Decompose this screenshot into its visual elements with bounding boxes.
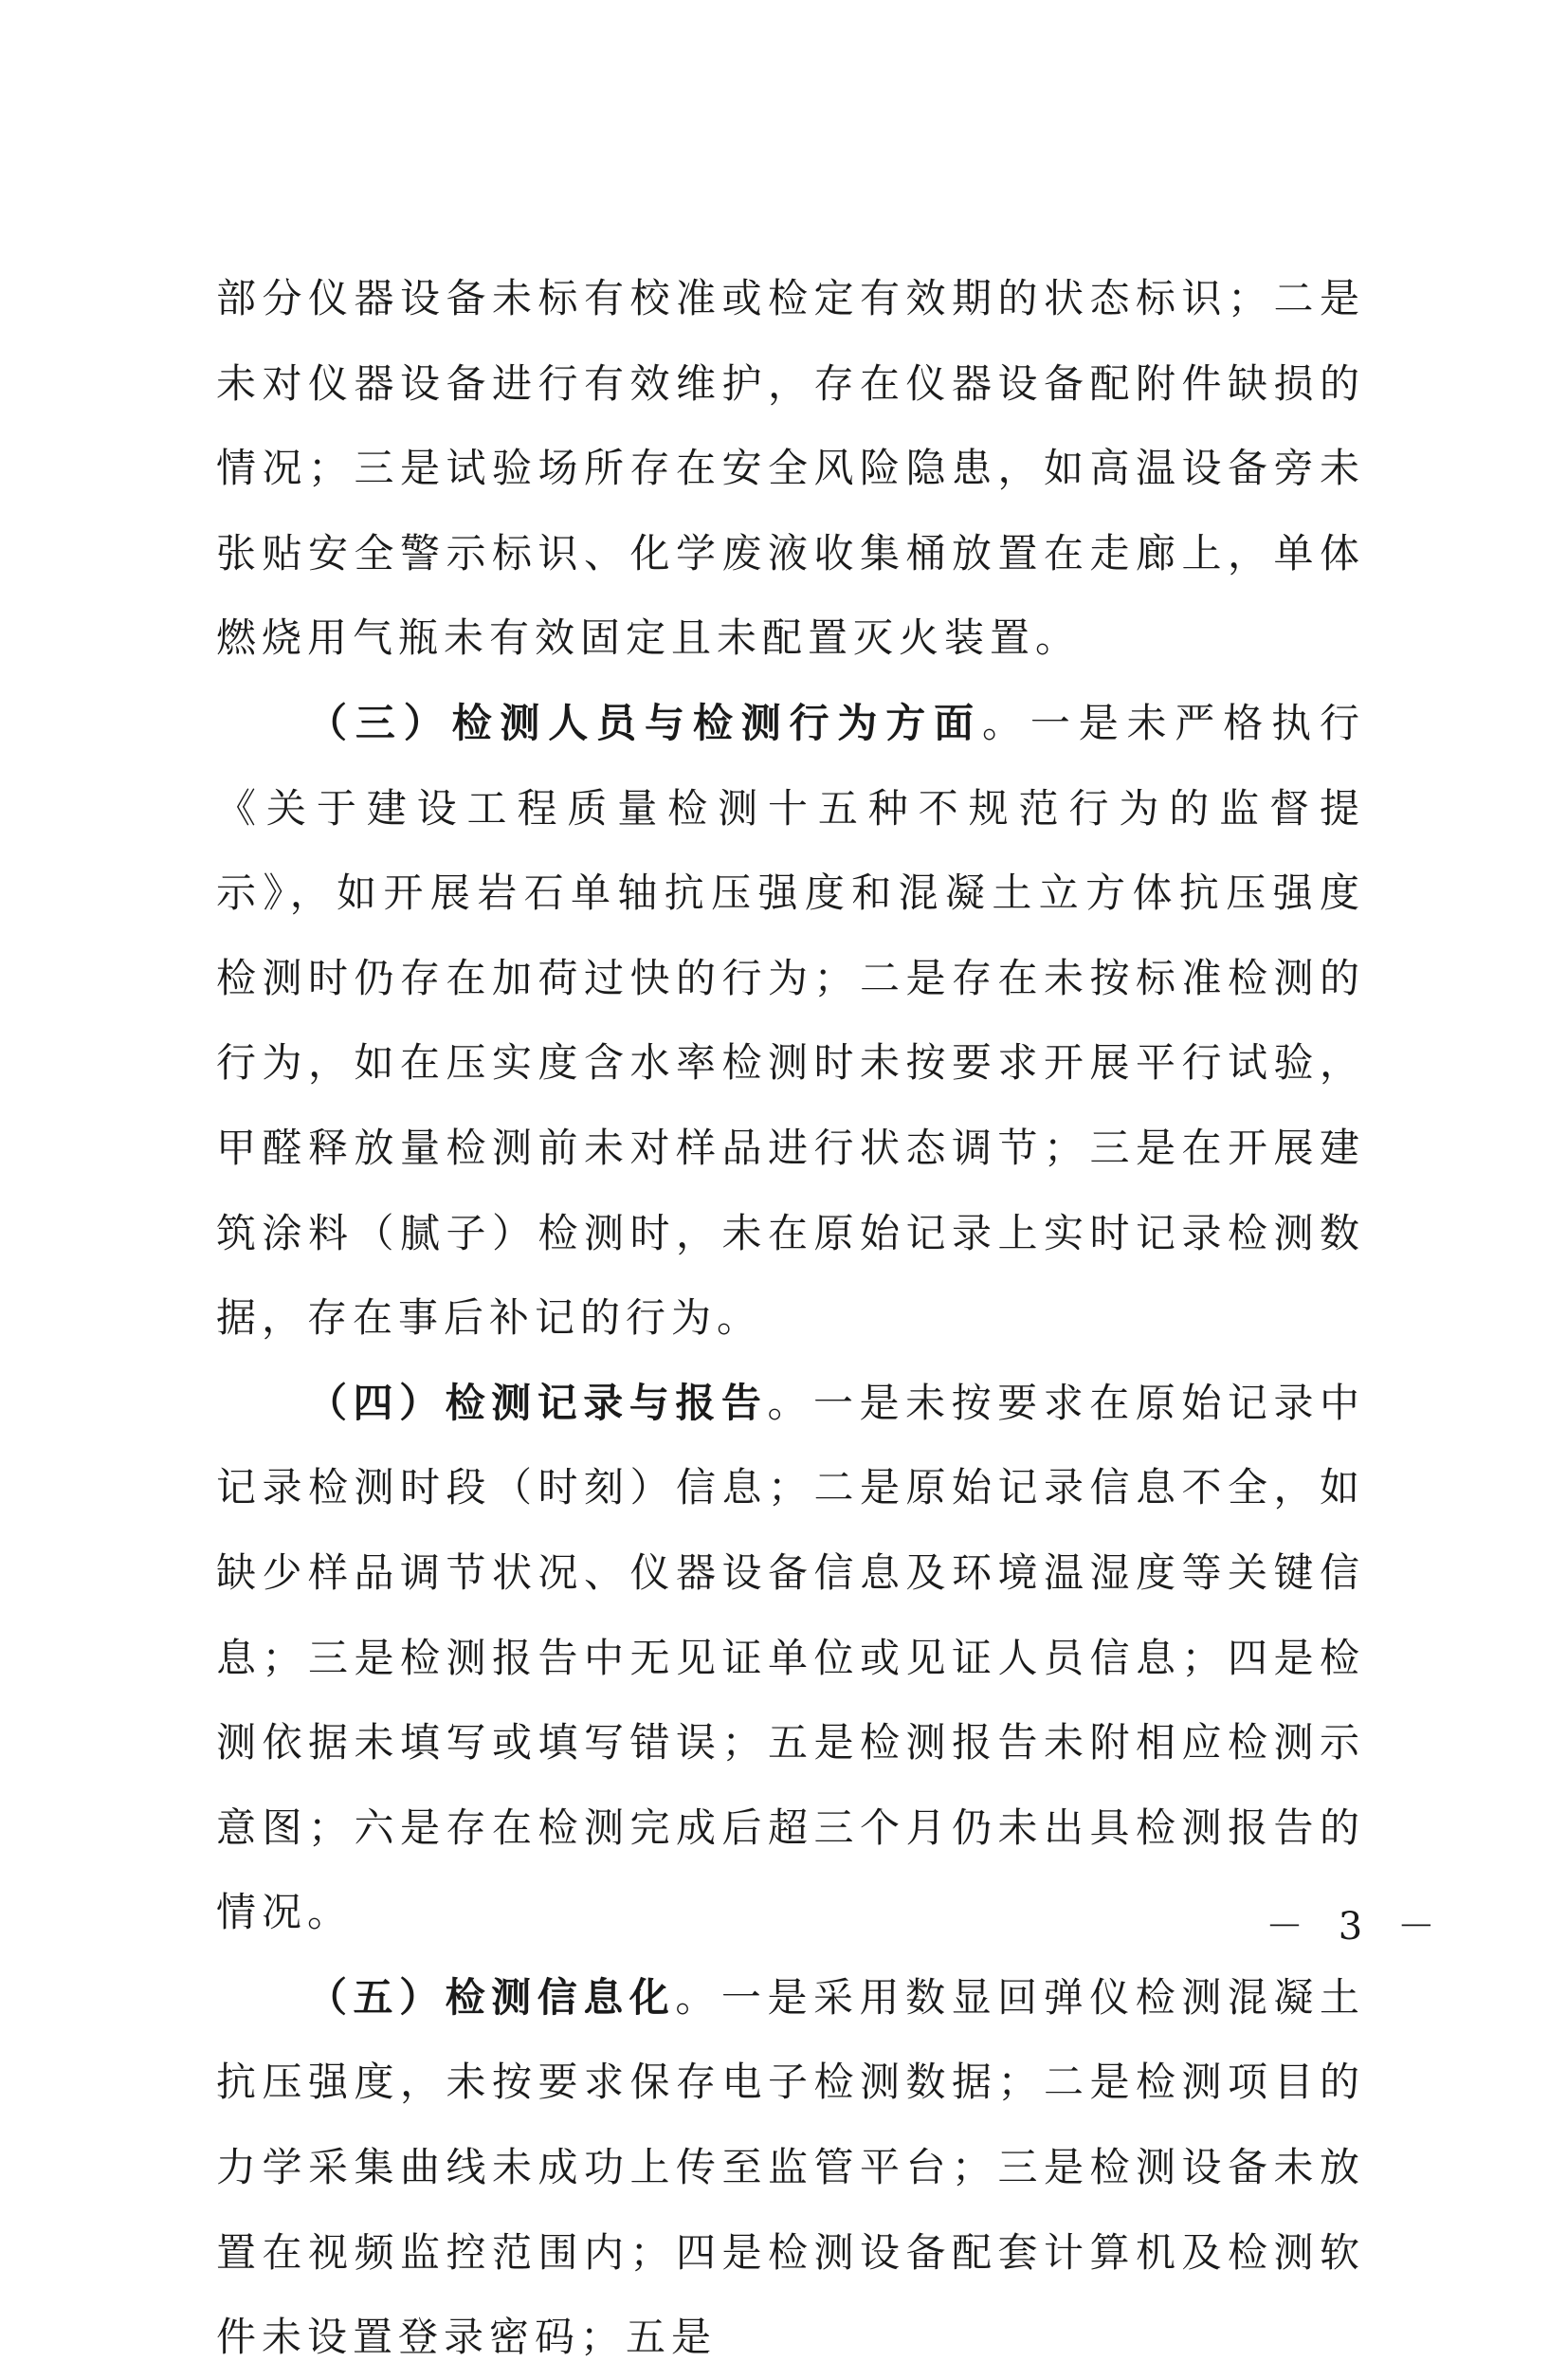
section-heading: （三）检测人员与检测行为方面 (307, 699, 982, 746)
paragraph-text: 。一是采用数显回弹仪检测混凝土抗压强度，未按要求保存电子检测数据；二是检测项目的力学采集曲线未成功上传至监管平台；三是检测设备未放置在视频监控范围内；四是检测设备配套计算机及检测软件未设置登录密码；五是 (216, 1973, 1365, 2361)
paragraph-informatization (216, 1955, 1365, 2380)
section-heading: （五）检测信息化 (307, 1973, 676, 2021)
paragraph-instrument-issues (216, 256, 1365, 681)
paragraph-testing-personnel (216, 681, 1365, 1361)
page-number: － 3 － (1266, 1905, 1447, 1949)
body-text (216, 256, 1365, 2380)
paragraph-text: 。一是未按要求在原始记录中记录检测时段（时刻）信息；二是原始记录信息不全，如缺少样品调节状况、仪器设备信息及环境温湿度等关键信息；三是检测报告中无见证单位或见证人员信息；四是检测依据未填写或填写错误；五是检测报告未附相应检测示意图；六是存在检测完成后超三个月仍未出具检测报告的情况。 (216, 1379, 1365, 1936)
section-heading: （四）检测记录与报告 (307, 1379, 768, 1426)
paragraph-text: 部分仪器设备未标有校准或检定有效期的状态标识；二是未对仪器设备进行有效维护，存在仪器设备配附件缺损的情况；三是试验场所存在安全风险隐患，如高温设备旁未张贴安全警示标识、化学废液收集桶放置在走廊上，单体燃烧用气瓶未有效固定且未配置灭火装置。 (216, 275, 1365, 662)
paragraph-records-reports (216, 1361, 1365, 1955)
paragraph-text: 。一是未严格执行《关于建设工程质量检测十五种不规范行为的监督提示》，如开展岩石单轴抗压强度和混凝土立方体抗压强度检测时仍存在加荷过快的行为；二是存在未按标准检测的行为，如在压实度含水率检测时未按要求开展平行试验，甲醛释放量检测前未对样品进行状态调节；三是在开展建筑涂料（腻子）检测时，未在原始记录上实时记录检测数据，存在事后补记的行为。 (216, 699, 1365, 1342)
